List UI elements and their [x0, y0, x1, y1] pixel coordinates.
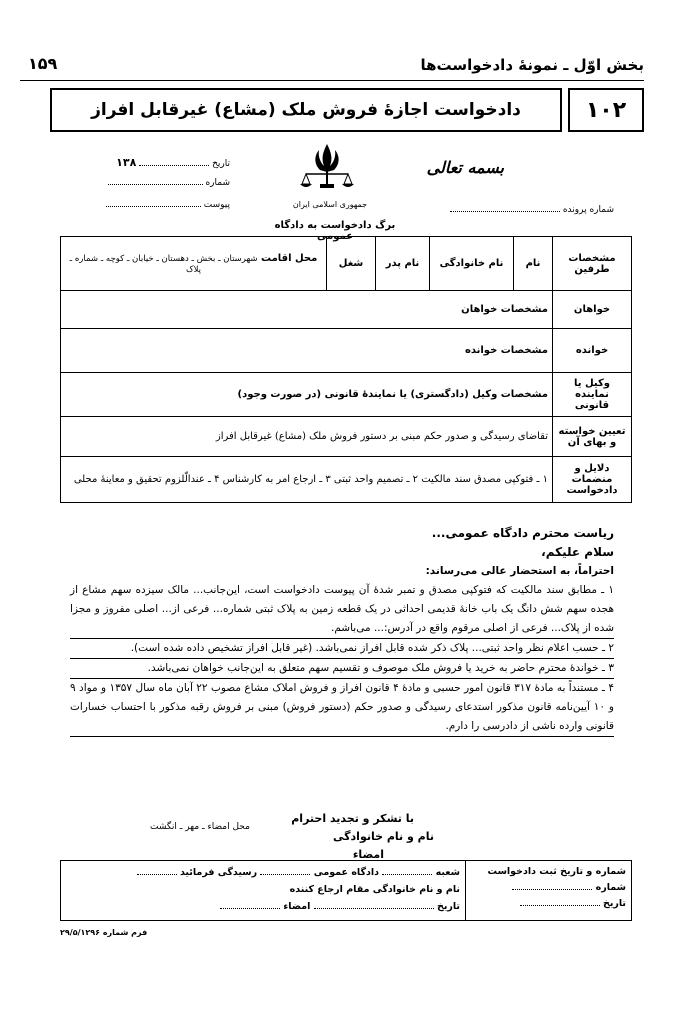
referral-line: شعبه دادگاه عمومی رسیدگی فرمائید: [66, 864, 460, 881]
number-label: شماره: [205, 178, 230, 188]
attorney-row: [61, 373, 632, 417]
evidence-value: ۱ ـ فتوکپی مصدق سند مالکیت ۲ ـ تصمیم واحد ثبتی ۳ ـ ارجاع امر به کارشناس ۴ ـ عندالّلزوم تحقیق و معاینهٔ محلی: [61, 457, 553, 503]
registration-number: شماره: [471, 880, 626, 896]
referrer-line: نام و نام خانوادگی مقام ارجاع کننده: [289, 884, 460, 895]
plaintiff-value: مشخصات خواهان: [61, 291, 553, 329]
header-job: شغل: [327, 237, 376, 291]
plaintiff-label: خواهان: [553, 291, 632, 329]
defendant-row: [61, 329, 632, 373]
date-value: ۱۳۸: [116, 156, 137, 169]
attorney-value: مشخصات وکیل (دادگستری) یا نمایندهٔ قانونی (در صورت وجود): [61, 373, 553, 417]
plaintiff-row: [61, 291, 632, 329]
intro: احتراماً، به استحضار عالی می‌رساند:: [425, 565, 614, 577]
signature-label: امضاء: [352, 848, 384, 861]
header-parties: مشخصات طرفین: [553, 237, 632, 291]
attachment-label: پیوست: [203, 200, 230, 210]
header-name: نام: [514, 237, 553, 291]
registration-date: تاریخ: [471, 896, 626, 912]
basmala: بسمه تعالی: [426, 158, 504, 177]
registration-row: [61, 861, 632, 921]
header-residence-label: محل اقامت: [261, 252, 318, 264]
attorney-label: وکیل یا نماینده قانونی: [553, 373, 632, 417]
paragraph-2: ۲ ـ حسب اعلام نظر واحد ثبتی... پلاک ذکر شده قابل افراز نمی‌باشد. (غیر قابل افراز تشخیص داده شده است).: [70, 639, 614, 659]
case-number-line: [414, 205, 614, 215]
defendant-label: خوانده: [553, 329, 632, 373]
emblem-icon: [292, 140, 362, 200]
registration-table: [60, 860, 632, 921]
paragraph-3: ۳ ـ خواندهٔ محترم حاضر به خرید یا فروش ملک موصوف و تقسیم سهم متعلق به این‌جانب خواهان نمی‌باشد.: [70, 659, 614, 679]
attachment-line: [80, 200, 230, 210]
form-code: فرم شماره ۲۹/۵/۱۲۹۶: [60, 928, 148, 937]
seal-label: محل امضاء ـ مهر ـ انگشت: [150, 822, 250, 832]
emblem-caption: جمهوری اسلامی ایران: [292, 200, 368, 209]
claim-value: تقاضای رسیدگی و صدور حکم مبنی بر دستور فروش ملک (مشاع) غیرقابل افراز: [61, 417, 553, 457]
paragraph-4: ۴ ـ مستنداً به مادهٔ ۳۱۷ قانون امور حسبی و مادهٔ ۴ قانون افراز و فروش املاک مشاع مصوب ۲۲ آبان ماه سال ۱۳۵۷ و مواد ۹ و ۱۰ آیین‌نامه قانون مذکور استدعای رسیدگی و صدور حکم (دستور فروش) مبنی بر فروش رقبه مذکور با احتساب خسارات قانونی وارده ناشی از دادرسی را دارم.: [70, 679, 614, 737]
section-title: بخش اوّل ـ نمونهٔ دادخواست‌ها: [420, 56, 644, 74]
form-caption: برگ دادخواست به دادگاه عمومی: [274, 220, 396, 242]
date-label: تاریخ: [212, 159, 230, 169]
form-number: ۱۰۲: [568, 88, 644, 132]
claim-label: تعیین خواسته و بهای آن: [553, 417, 632, 457]
name-line: نام و نام خانوادگی: [333, 830, 434, 843]
header-residence-detail: شهرستان ـ بخش ـ دهستان ـ خیابان ـ کوچه ـ شماره ـ پلاک: [69, 253, 258, 275]
running-header: [20, 54, 644, 81]
page-number: ۱۵۹: [28, 54, 58, 73]
form-title: دادخواست اجازهٔ فروش ملک (مشاع) غیرقابل افراز: [50, 88, 562, 132]
petition-body: [70, 524, 614, 737]
header-residence: [61, 237, 327, 291]
claim-row: [61, 417, 632, 457]
header-family: نام خانوادگی: [430, 237, 514, 291]
header-father: نام پدر: [376, 237, 430, 291]
referrer-sign-line: تاریخ امضاء: [66, 898, 460, 915]
closing: با تشکر و تجدید احترام: [291, 812, 414, 825]
date-line: [80, 156, 230, 169]
petition-form-table: [60, 236, 632, 503]
registration-label: شماره و تاریخ ثبت دادخواست: [487, 866, 626, 877]
table-header-row: [61, 237, 632, 291]
referral-cell: [61, 861, 466, 921]
evidence-row: [61, 457, 632, 503]
greeting: سلام علیکم،: [541, 545, 614, 559]
paragraph-1: ۱ ـ مطابق سند مالکیت که فتوکپی مصدق و تمبر شدهٔ آن پیوست دادخواست است، این‌جانب... مالک سیزده سهم مشاع از هجده سهم شش دانگ یک باب خانهٔ قدیمی احداثی در یک قطعه زمین به پلاک ثبتی شماره... فرعی از... اصلی مفروز و مجزا شده از پلاک... فرعی از اصلی مرقوم واقع در آدرس:... می‌باشم.: [70, 581, 614, 639]
evidence-label: دلایل و منضمات دادخواست: [553, 457, 632, 503]
salutation: ریاست محترم دادگاه عمومی...: [431, 526, 614, 540]
defendant-value: مشخصات خوانده: [61, 329, 553, 373]
number-line: [80, 178, 230, 188]
registration-cell: [466, 861, 632, 921]
case-number-label: شماره پرونده: [562, 205, 614, 215]
